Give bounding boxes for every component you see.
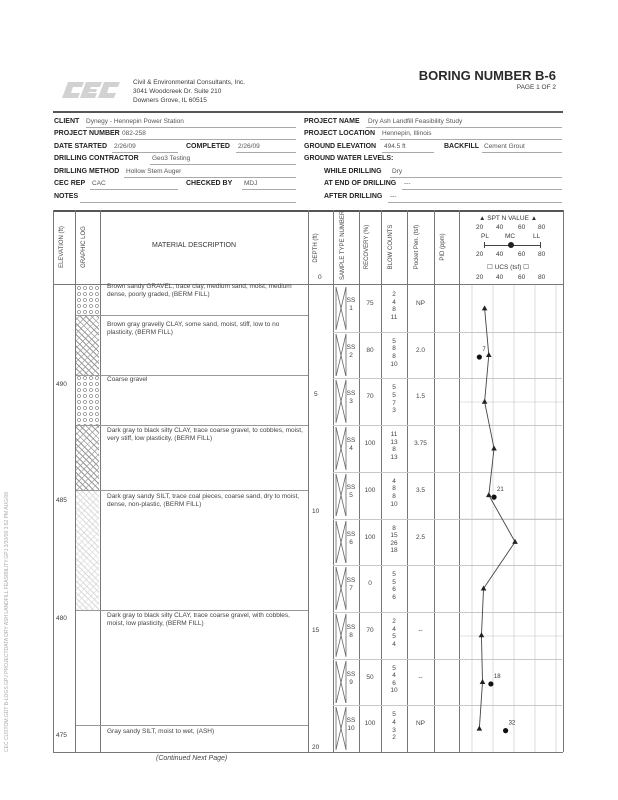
spt-line [479,308,515,728]
end-drilling-value: --- [404,180,411,187]
blow-count: 8 [392,345,396,353]
blow-counts-header: BLOW COUNTS [388,224,394,270]
mc-label: MC [505,233,516,240]
sample-type: SS [346,297,356,304]
blow-count: 5 [392,578,396,586]
sample-type: SS [346,343,356,351]
cec-logo [62,78,124,102]
ground-water-label: GROUND WATER LEVELS: [304,155,394,162]
mc-tick: 20 [476,251,484,258]
mc-tick: 60 [518,251,526,258]
end-drilling-label: AT END OF DRILLING [324,180,397,187]
project-location-label: PROJECT LOCATION [304,130,376,137]
mc-label: 32 [508,720,516,727]
recovery-value: 100 [364,533,376,541]
notes-label: NOTES [54,193,79,200]
col-border-graphic [100,210,101,752]
checked-by-underline [242,189,296,190]
layer-boundary [76,425,308,426]
cec-rep-value: CAC [92,180,106,187]
col-border-sample [359,210,360,752]
pocket-pen-header: Pocket Pen. (tsf) [414,224,420,270]
blow-count: 4 [392,718,396,726]
spt-tick: 80 [538,224,546,231]
blow-count: 5 [392,384,396,392]
project-name-label: PROJECT NAME [304,118,360,125]
ucs-tick: 20 [476,274,484,281]
clay-pattern [76,425,99,490]
elevation-mark: 475 [56,732,67,739]
project-number-label: PROJECT NUMBER [54,130,120,137]
col-border-right [563,210,564,752]
blow-count: 15 [390,532,398,540]
backfill-value: Cement Grout [484,143,525,150]
blow-count: 10 [390,360,398,368]
mc-point [477,354,482,359]
sample-number: 4 [349,445,353,453]
gravel-pattern [76,285,99,315]
recovery-value: 100 [364,720,376,728]
elevation-mark: 490 [56,381,67,388]
spt-point [486,492,492,497]
sample-number: 7 [349,585,353,593]
col-border-material [308,210,309,752]
depth-mark: 10 [312,508,320,515]
sample-number: 9 [349,678,353,686]
graphic-log-header: GRAPHIC LOG [81,226,87,268]
spt-point [480,679,486,684]
project-name-value: Dry Ash Landfill Feasibility Study [368,118,463,125]
material-description: Gray sandy SILT, moist to wet, (ASH) [107,728,215,735]
blow-count: 4 [392,640,396,648]
ucs-tick: 40 [496,274,504,281]
sample-type: SS [346,390,356,398]
sample-number: 2 [349,351,353,359]
sample-type: SS [346,670,356,678]
depth-header: DEPTH (ft) [313,233,319,263]
silt-pattern [76,490,99,610]
checked-by-value: MDJ [244,180,258,187]
mc-point [491,495,496,500]
pocket-pen-value: 2.0 [415,346,426,354]
sample-header: SAMPLE TYPE NUMBER [340,210,346,280]
spt-point [482,399,488,404]
recovery-value: 70 [366,393,374,401]
blow-count: 5 [392,337,396,345]
pid-header: PID (ppm) [440,233,446,261]
client-label: CLIENT [54,118,80,125]
blow-count: 8 [392,485,396,493]
sample-type: SS [346,483,356,491]
spt-tick: 60 [518,224,526,231]
blow-count: 3 [392,407,396,415]
blow-count: 10 [390,500,398,508]
pocket-pen-value: 3.5 [415,486,426,494]
project-location-underline [380,139,562,140]
continued-note: (Continued Next Page) [156,755,228,762]
blow-count: 2 [392,734,396,742]
mc-label: 21 [497,487,504,494]
boring-title: BORING NUMBER B-6 [418,68,556,83]
blow-count: 6 [392,586,396,594]
project-number-underline [120,139,296,140]
cec-rep-underline [90,189,178,190]
backfill-label: BACKFILL [444,143,479,150]
col-border-pocket [434,210,435,752]
blow-count: 2 [392,291,396,298]
backfill-underline [482,152,562,153]
sample-number: 8 [349,631,353,639]
project-number-value: 082-258 [122,130,146,137]
recovery-value: 100 [364,440,376,448]
depth-zero: 0 [318,274,322,281]
blow-count: 8 [392,306,396,314]
blow-count: 8 [392,352,396,360]
blow-count: 4 [392,477,396,485]
recovery-value: 80 [366,346,374,354]
mc-point [488,681,493,686]
blow-count: 4 [392,672,396,680]
while-drilling-underline [390,177,562,178]
company-city: Downers Grove, IL 60515 [133,97,207,104]
pocket-pen-value: -- [418,626,423,634]
client-underline [86,127,296,128]
drilling-contractor-value: Geo3 Testing [152,155,191,162]
sample-number: 3 [349,398,353,406]
recovery-value: 50 [366,673,374,681]
pocket-pen-value: NP [415,300,426,307]
sample-type: SS [346,530,356,538]
blow-count: 13 [390,438,398,446]
after-drilling-value: --- [390,193,397,200]
pocket-pen-value: 2.5 [415,533,426,541]
sample-number: 5 [349,491,353,499]
clay-pattern [76,315,99,375]
depth-mark: 5 [314,391,318,398]
spt-point [477,726,483,731]
material-description: Brown sandy GRAVEL, trace clay, medium sand, moist, medium dense, poorly graded, (BERM FILL) [107,283,292,298]
recovery-value: 0 [368,580,372,588]
material-description: Dark gray to black silty CLAY, trace coarse gravel, to cobbles, moist, very stiff, low plasticity, (BERM FILL) [107,427,303,442]
blow-count: 11 [390,313,398,321]
blow-count: 5 [392,571,396,579]
sample-number: 6 [349,538,353,546]
completed-value: 2/26/09 [238,143,260,150]
mc-tick: 40 [496,251,504,258]
sample-type: SS [346,717,356,725]
material-description: Dark gray sandy SILT, trace coal pieces, coarse sand, dry to moist, dense, non-plastic, (BERM FILL) [107,493,300,508]
after-drilling-label: AFTER DRILLING [324,193,383,200]
depth-mark: 20 [312,744,320,751]
blow-count: 6 [392,679,396,687]
end-drilling-underline [402,189,562,190]
drilling-method-underline [124,177,296,178]
mc-dot-icon [508,242,514,248]
completed-label: COMPLETED [186,143,230,150]
spt-header: ▲ SPT N VALUE ▲ [479,215,538,222]
col-border-blow [407,210,408,752]
ucs-tick: 60 [518,274,526,281]
page-number: PAGE 1 OF 2 [516,84,556,91]
date-started-value: 2/26/09 [114,143,136,150]
mc-label: 18 [493,673,501,680]
spt-point [486,352,492,357]
blow-count: 26 [390,539,398,547]
pl-label: PL [481,233,489,240]
pocket-pen-value: 1.5 [415,393,426,401]
cec-rep-label: CEC REP [54,180,86,187]
gravel-pattern [76,375,99,425]
material-description: Brown gray gravelly CLAY, some sand, moist, stiff, low to no plasticity, (BERM FILL) [107,321,280,336]
blow-count: 5 [392,711,396,719]
spt-plot [460,285,563,752]
blow-count: 7 [392,399,396,407]
date-started-underline [112,152,178,153]
blow-count: 10 [390,687,398,695]
sample-number: 1 [349,305,353,312]
mc-label: 7 [482,347,486,354]
blow-count: 11 [390,431,398,439]
completed-underline [236,152,296,153]
sample-type: SS [346,437,356,445]
layer-boundary [76,315,308,316]
ground-elevation-label: GROUND ELEVATION [304,143,377,150]
drilling-contractor-label: DRILLING CONTRACTOR [54,155,139,162]
pocket-pen-value: -- [418,673,423,681]
elevation-header: ELEVATION (ft) [59,226,65,268]
blow-count: 3 [392,726,396,734]
col-border-depth [333,210,334,752]
blow-count: 8 [392,493,396,500]
table-bottom-rule [53,752,563,753]
material-description: Dark gray to black silty CLAY, trace coarse gravel, with cobbles, moist, low plasticity, (BERM FILL) [107,612,290,627]
drilling-method-label: DRILLING METHOD [54,168,120,175]
date-started-label: DATE STARTED [54,143,108,150]
ground-elevation-value: 494.5 ft [384,143,406,150]
mc-point [503,728,508,733]
blow-count: 5 [392,633,396,641]
spt-point [479,632,485,637]
spt-tick: 20 [476,224,484,231]
header-rule [53,111,563,113]
company-name: Civil & Environmental Consultants, Inc. [133,79,245,86]
layer-boundary [76,490,308,491]
pocket-pen-value: 3.75 [414,440,427,448]
depth-mark: 15 [312,627,320,634]
pl-tick [484,242,485,248]
recovery-value: 75 [366,300,374,307]
drilling-contractor-underline [150,164,296,165]
sample-number: 10 [347,725,355,733]
after-drilling-underline [388,202,562,203]
blow-count: 6 [392,594,396,601]
ll-label: LL [533,233,541,240]
file-path-margin: CEC CUSTOM.GDT B-LOGS.GPJ PROJECTDATA DRY ASH LANDFILL FEASIBILITY.GPJ 3/30/09 3:52 PM AUG/09 [4,491,10,752]
checked-by-label: CHECKED BY [186,180,233,187]
blow-count: 4 [392,625,396,633]
col-border-left [53,210,54,752]
blow-count: 2 [392,617,396,625]
material-header: MATERIAL DESCRIPTION [152,242,237,249]
company-address: 3041 Woodcreek Dr. Suite 210 [133,88,222,95]
recovery-value: 70 [366,626,374,634]
blow-count: 8 [392,524,396,532]
blow-count: 5 [392,664,396,672]
ucs-header: ☐ UCS (tsf) ☐ [487,264,529,271]
project-location-value: Hennepin, Illinois [382,130,432,137]
sample-type: SS [346,577,356,585]
recovery-header: RECOVERY (%) [364,224,370,270]
spt-point [491,445,497,450]
blow-count: 5 [392,392,396,399]
drilling-method-value: Hollow Stem Auger [126,168,182,175]
while-drilling-label: WHILE DRILLING [324,168,382,175]
ll-tick [540,242,541,248]
material-description: Coarse gravel [107,376,148,383]
layer-boundary [76,610,308,611]
pocket-pen-value: NP [415,720,426,728]
mc-tick: 80 [538,251,546,258]
blow-count: 13 [390,453,398,461]
spt-tick: 40 [496,224,504,231]
elevation-mark: 485 [56,497,67,504]
sample-type: SS [346,623,356,631]
ucs-tick: 80 [538,274,546,281]
blow-count: 18 [390,547,398,555]
spt-point [512,539,518,544]
blow-count: 8 [392,446,396,454]
ground-elevation-underline [382,152,434,153]
blow-count: 4 [392,298,396,306]
spt-point [482,305,488,310]
while-drilling-value: Dry [392,168,403,175]
elevation-mark: 480 [56,615,67,622]
client-value: Dynegy - Hennepin Power Station [86,118,184,125]
project-name-underline [366,127,562,128]
recovery-value: 100 [364,486,376,494]
layer-boundary [76,725,308,726]
notes-underline [80,202,296,203]
